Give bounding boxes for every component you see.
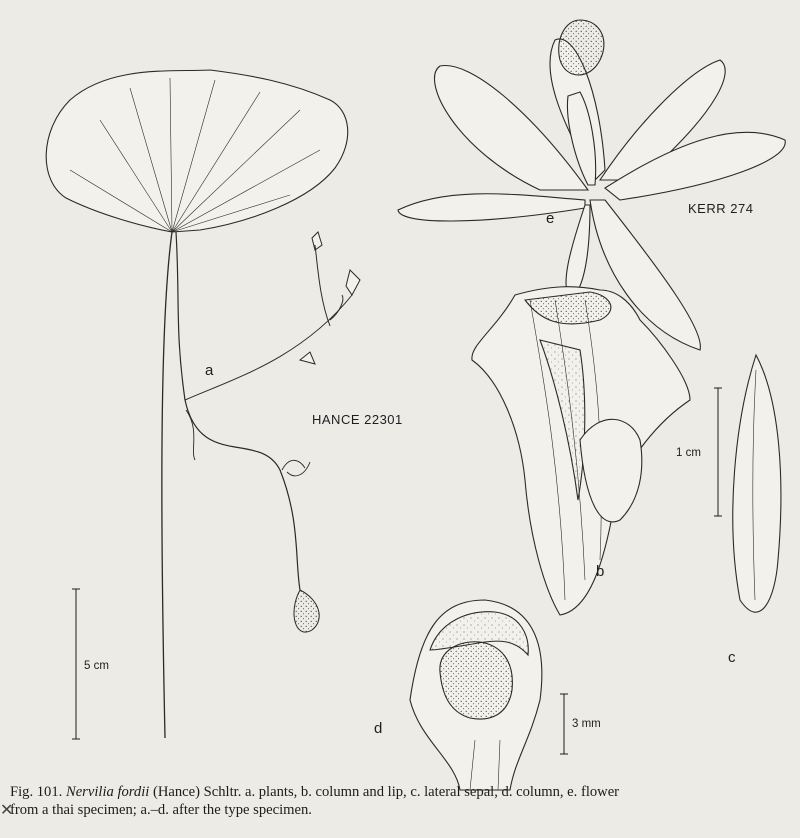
specimen-label-kerr: KERR 274 xyxy=(688,201,754,216)
caption-fig-number: Fig. 101. xyxy=(10,784,63,800)
caption-line-2: from a thai specimen; a.–d. after the type specimen. xyxy=(10,802,312,818)
figure-label-a: a xyxy=(205,362,214,379)
figure-label-d: d xyxy=(374,720,383,737)
caption-description: (Hance) Schltr. a. plants, b. column and lip, c. lateral sepal, d. column, e. flower xyxy=(153,784,620,800)
column-d-drawing xyxy=(410,600,542,790)
figure-label-e: e xyxy=(546,210,555,227)
caption-line-1 xyxy=(10,783,800,801)
caption-species-name: Nervilia fordii xyxy=(65,784,150,800)
scale-label-flower: 1 cm xyxy=(676,447,701,459)
lateral-sepal-c-drawing xyxy=(733,355,781,612)
figure-caption xyxy=(10,783,800,819)
corner-cross-mark: ✕ xyxy=(0,800,14,819)
specimen-label-hance: HANCE 22301 xyxy=(312,412,403,427)
figure-label-b: b xyxy=(596,563,605,580)
scale-label-column: 3 mm xyxy=(572,718,601,730)
figure-label-c: c xyxy=(728,649,736,666)
plant-leaf-drawing xyxy=(46,70,348,738)
column-lip-b-drawing xyxy=(472,287,690,615)
scale-label-plant: 5 cm xyxy=(84,660,109,672)
